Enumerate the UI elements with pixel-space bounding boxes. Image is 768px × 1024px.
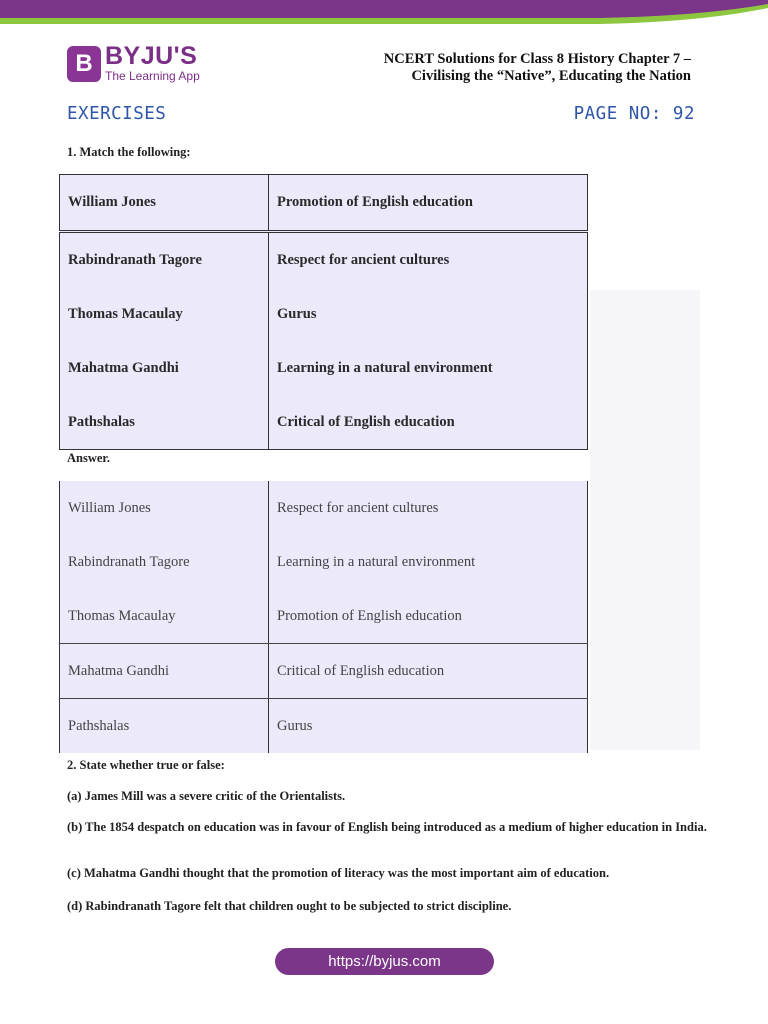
table-cell-right: Promotion of English education [269, 589, 588, 644]
table-cell-left: Pathshalas [60, 699, 269, 754]
watermark [590, 290, 700, 750]
table-row [60, 287, 588, 341]
question-1-table [59, 174, 588, 450]
table-cell-right: Learning in a natural environment [269, 341, 588, 395]
answer-label: Answer. [67, 451, 110, 465]
logo-mark-icon: B [67, 46, 101, 82]
table-cell-left: Rabindranath Tagore [60, 535, 269, 589]
statement-a: (a) James Mill was a severe critic of the Orientalists. [67, 789, 346, 803]
table-cell-left: Mahatma Gandhi [60, 341, 269, 395]
table-row [60, 341, 588, 395]
table-row [60, 589, 588, 644]
website-link-button[interactable]: https://byjus.com [275, 948, 494, 975]
table-cell-right: Gurus [269, 699, 588, 754]
table-cell-left: Thomas Macaulay [60, 589, 269, 644]
section-heading: EXERCISES [67, 104, 167, 124]
table-cell-right: Respect for ancient cultures [269, 232, 588, 288]
table-cell-right: Critical of English education [269, 395, 588, 450]
table-row [60, 699, 588, 754]
statement-d: (d) Rabindranath Tagore felt that children ought to be subjected to strict discipline. [67, 899, 512, 913]
table-cell-right: Promotion of English education [269, 175, 588, 232]
header-band [0, 0, 768, 26]
table-cell-left: Mahatma Gandhi [60, 644, 269, 699]
table-row [60, 175, 588, 232]
table-row [60, 481, 588, 535]
table-cell-right: Critical of English education [269, 644, 588, 699]
statement-b: (b) The 1854 despatch on education was in favour of English being introduced as a medium of higher education in India. [67, 820, 707, 834]
question-2-prompt: 2. State whether true or false: [67, 758, 225, 772]
question-1-prompt: 1. Match the following: [67, 145, 191, 159]
table-cell-right: Gurus [269, 287, 588, 341]
logo-name: BYJU'S [105, 42, 198, 70]
statement-c: (c) Mahatma Gandhi thought that the promotion of literacy was the most important aim of education. [67, 866, 610, 880]
table-cell-left: Thomas Macaulay [60, 287, 269, 341]
page-number: PAGE NO: 92 [573, 104, 695, 124]
table-row [60, 395, 588, 450]
title-line-2: Civilising the “Native”, Educating the Nation [411, 68, 691, 84]
table-row [60, 644, 588, 699]
table-row [60, 535, 588, 589]
logo-tagline: The Learning App [105, 69, 200, 83]
table-cell-right: Respect for ancient cultures [269, 481, 588, 535]
answer-1-table [59, 481, 588, 753]
title-line-1: NCERT Solutions for Class 8 History Chapter 7 – [383, 51, 691, 67]
document-title [311, 51, 691, 85]
table-row [60, 232, 588, 288]
table-cell-left: William Jones [60, 175, 269, 232]
table-cell-right: Learning in a natural environment [269, 535, 588, 589]
table-cell-left: Pathshalas [60, 395, 269, 450]
table-cell-left: Rabindranath Tagore [60, 232, 269, 288]
table-cell-left: William Jones [60, 481, 269, 535]
